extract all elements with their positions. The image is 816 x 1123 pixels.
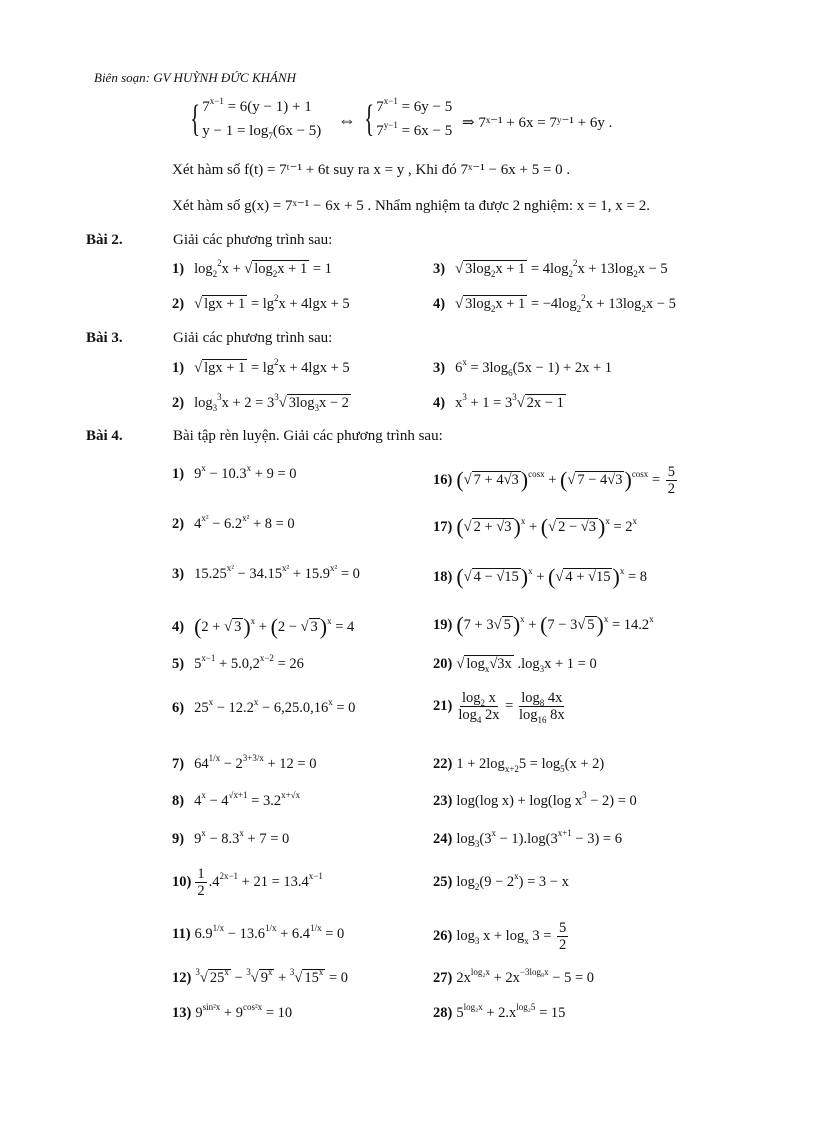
item-number: 19) (433, 617, 453, 633)
item-number: 4) (433, 395, 446, 411)
item-number: 17) (433, 519, 453, 535)
bai4-text: Bài tập rèn luyện. Giải các phương trình sau: (173, 428, 443, 444)
item-number: 25) (433, 874, 453, 890)
bai4-item-20: 20) √ $\log_x√3x$ $.\log_3x + 1 = 0$ (433, 656, 597, 674)
bai4-item-8: 8) $4^x - 4^{√x+1} = 3.2^{x+√x}$ (172, 790, 301, 809)
bai4-item-24: 24) $\log_3(3^x - 1).\log(3^{x+1} - 3) = 6$ (433, 828, 622, 849)
bai4-item-7: 7) $64^{1/x} - 2^{3+3/x} + 12 = 0$ (172, 753, 317, 772)
bai2-label: Bài 2. (86, 232, 123, 248)
item-number: 1) (172, 360, 185, 376)
bai4-item-28: 28) $5^{log_2x} + 2.x^{log_25} = 15$ (433, 1002, 566, 1021)
item-number: 24) (433, 831, 453, 847)
bai4-item-21: 21) $\frac{\log_2 x}{\log_4 2x}$ = $\frac{\log_8 4x}{\log_{16} 8x}$ (433, 690, 565, 725)
bai4-label: Bài 4. (86, 428, 123, 444)
item-number: 3) (172, 566, 185, 582)
item-number: 2) (172, 516, 185, 532)
bai3-label: Bài 3. (86, 330, 123, 346)
author-header: Biên soạn: GV HUỲNH ĐỨC KHÁNH (94, 70, 297, 85)
bai4-item-27: 27) $2x^{log_2x} + 2x^{-3log_8x} - 5 = 0$ (433, 967, 594, 986)
item-number: 10) (172, 873, 192, 890)
bai4-item-1: 1) $9^x - 10.3^x + 9 = 0$ (172, 463, 297, 482)
item-number: 27) (433, 970, 453, 986)
bai2-item-2: 2) √ $\lg x + 1 = \lg^2x + 4\lg x + 5$ (172, 293, 350, 312)
intro-line-2: Xét hàm số g(x) = 7ˣ⁻¹ − 6x + 5 . Nhẩm nghiệm ta được 2 nghiệm: x = 1, x = 2. (172, 198, 650, 214)
item-number: 11) (172, 926, 191, 942)
bai2-item-4: 4) √ $3\log_2x + 1 = -4\log_2^2x + 13\log_2x - 5$ (433, 293, 676, 314)
bai4-item-25: 25) $\log_2(9 - 2^x) = 3 - x$ (433, 871, 569, 892)
item-number: 2) (172, 395, 185, 411)
bai3-text: Giải các phương trình sau: (173, 330, 333, 346)
bai3-item-2: 2) $\log_3^3x + 2 = 3^3√$ $3\log_3x - 2$ (172, 392, 349, 413)
bai3-item-4: 4) $x^3 + 1 = 3^3√$ 2x − 1 (433, 392, 564, 411)
bai4-item-22: 22) $1 + 2\log_{x+2}5 = \log_5(x + 2)$ (433, 756, 605, 774)
item-number: 1) (172, 261, 185, 277)
item-number: 23) (433, 793, 453, 809)
bai2-text: Giải các phương trình sau: (173, 232, 333, 248)
item-number: 28) (433, 1005, 453, 1021)
item-number: 18) (433, 569, 453, 585)
bai4-item-10: 10) $\frac{1}{2}$ $.4^{2x-1} + 21 = 13.4^{x-1}$ (172, 866, 323, 899)
item-number: 4) (433, 296, 446, 312)
bai4-item-9: 9) $9^x - 8.3^x + 7 = 0$ (172, 828, 290, 847)
bai4-item-18: 18) (√ 4 − √15)$^x$ + (√ 4 + √15)$^x$ = 8 (433, 564, 647, 589)
equivalence-symbol: ⇔ (338, 110, 356, 130)
equation-system-1: { $7^{x-1} = 6(y - 1) + 1$ $y - 1 = \log_7(6x - 5)$ (190, 96, 322, 141)
item-number: 9) (172, 831, 185, 847)
item-number: 22) (433, 756, 453, 772)
bai3-item-1: 1) √ $\lg x + 1 = \lg^2x + 4\lg x + 5$ (172, 357, 350, 376)
item-number: 7) (172, 756, 185, 772)
item-number: 12) (172, 970, 192, 986)
bai4-item-23: 23) log(log x) + log(log $x^3 - 2) = 0$ (433, 790, 637, 809)
equation-system-2: { $7^{x-1} = 6y - 5$ $7^{y-1} = 6x - 5$ (364, 96, 453, 140)
bai4-item-5: 5) $5^{x-1} + 5.0,2^{x-2} = 26$ (172, 653, 304, 672)
item-number: 20) (433, 656, 453, 672)
bai4-item-13: 13) $9^{sin^2x} + 9^{cos^2x} = 10$ (172, 1002, 293, 1021)
bai4-item-4: 4) (2 + √ 3)$^x$ + (2 − √ 3)$^x$ = 4 (172, 614, 355, 639)
intro-line-1: Xét hàm số f(t) = 7ᵗ⁻¹ + 6t suy ra x = y , Khi đó 7ˣ⁻¹ − 6x + 5 = 0 . (172, 162, 571, 178)
bai2-item-3: 3) √ $3\log_2x + 1 = 4\log_2^2x + 13\log_2x - 5$ (433, 258, 668, 279)
bai4-item-2: 2) $4^{x^2} - 6.2^{x^2} + 8 = 0$ (172, 513, 295, 532)
item-number: 2) (172, 296, 185, 312)
bai4-item-11: 11) $6.9^{1/x} - 13.6^{1/x} + 6.4^{1/x} = 0$ (172, 923, 345, 942)
item-number: 1) (172, 466, 185, 482)
bai4-item-12: 12) $^3$√ $25^x - ^3√$ $9^x + ^3√$ $15^x = 0$ (172, 967, 349, 986)
item-number: 4) (172, 619, 185, 635)
item-number: 21) (433, 697, 453, 714)
bai2-item-1: 1) $\log_2^2x$ + √ $\log_2x + 1 = 1$ (172, 258, 332, 279)
item-number: 6) (172, 700, 185, 716)
item-number: 26) (433, 927, 453, 944)
bai4-item-16: 16) (√ 7 + 4√3)$^{cosx}$ + (√ 7 − 4√3)$^{cosx}$ = $\frac{5}{2}$ (433, 464, 675, 497)
bai4-item-26: 26) $\log_3 x + \log_x 3$ = $\frac{5}{2}$ (433, 920, 567, 953)
item-number: 8) (172, 793, 185, 809)
bai4-item-3: 3) $15.25^{x^2} - 34.15^{x^2} + 15.9^{x^2} = 0$ (172, 563, 360, 582)
system-implication: ⇒ 7ˣ⁻¹ + 6x = 7ʸ⁻¹ + 6y . (462, 115, 613, 131)
item-number: 3) (433, 261, 446, 277)
item-number: 3) (433, 360, 446, 376)
item-number: 16) (433, 471, 453, 488)
bai4-item-6: 6) $25^x - 12.2^x - 6,25.0,16^x = 0$ (172, 697, 356, 716)
bai3-item-3: 3) $6^x = 3\log_6(5x - 1) + 2x + 1$ (433, 357, 613, 378)
bai4-item-19: 19) (7 + 3√ 5)$^x$ + (7 − 3√ $5)^x = 14.2^x$ (433, 612, 654, 637)
item-number: 13) (172, 1005, 192, 1021)
bai4-item-17: 17) (√ 2 + √3)$^x$ + (√ $2 - √3)^x = 2^x$ (433, 514, 637, 539)
item-number: 5) (172, 656, 185, 672)
